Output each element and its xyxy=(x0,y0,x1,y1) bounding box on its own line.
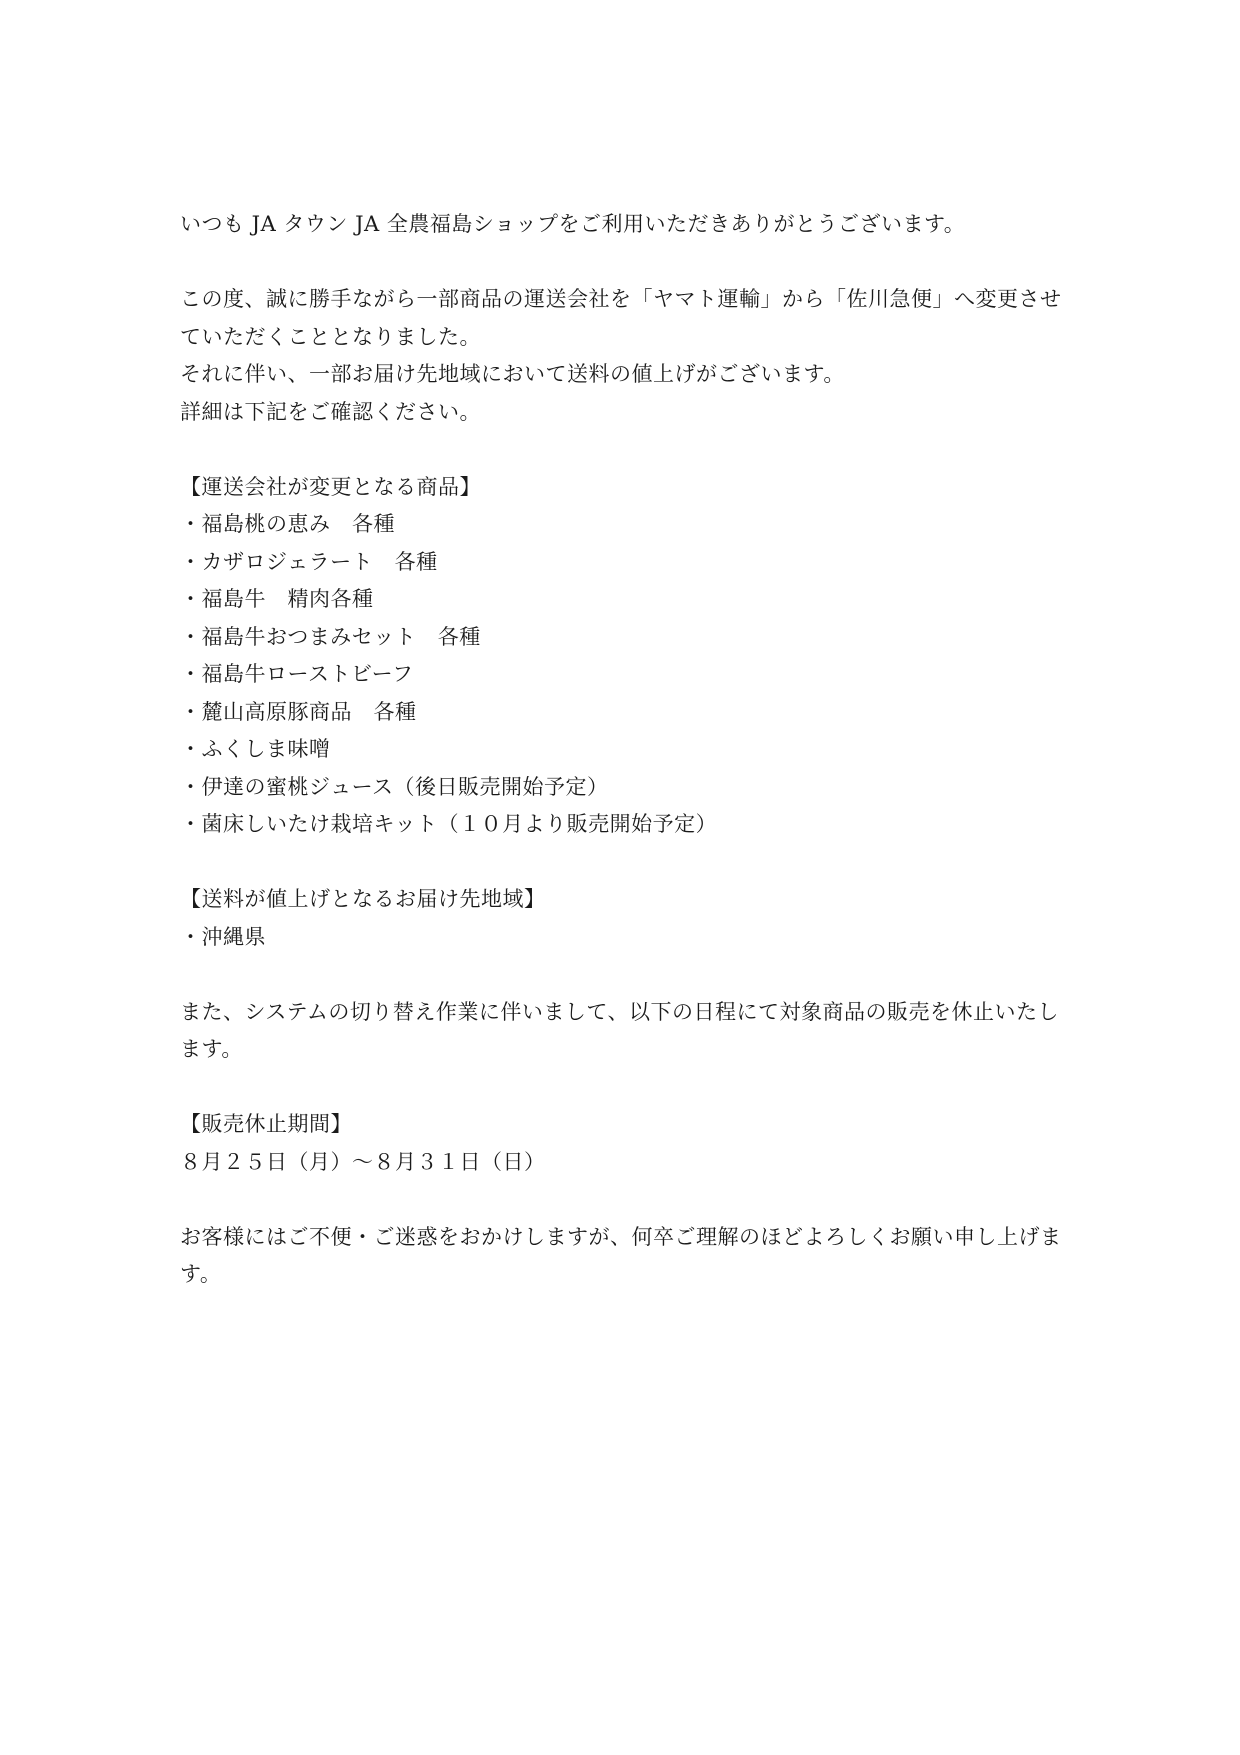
list-item: ・伊達の蜜桃ジュース（後日販売開始予定） xyxy=(180,774,609,799)
spacer xyxy=(180,844,1070,882)
shipping-increase-heading: 【送料が値上げとなるお届け先地域】 xyxy=(180,887,546,911)
spacer xyxy=(180,956,1070,994)
intro-line-2: ていただくこととなりました。 xyxy=(180,324,481,349)
intro-line-1: この度、誠に勝手ながら一部商品の運送会社を「ヤマト運輸」から「佐川急便」へ変更させ xyxy=(180,287,1062,311)
suspension-heading: 【販売休止期間】 xyxy=(180,1112,352,1136)
spacer xyxy=(180,431,1070,469)
closing-line-2: す。 xyxy=(180,1262,222,1286)
suspension-period: ８月２５日（月）～８月３１日（日） xyxy=(180,1149,546,1174)
list-item: ・カザロジェラート 各種 xyxy=(180,549,438,574)
list-item: ・麓山高原豚商品 各種 xyxy=(180,699,417,724)
list-item: ・福島牛ローストビーフ xyxy=(180,662,414,686)
list-item: ・福島牛おつまみセット 各種 xyxy=(180,624,481,649)
intro-line-4: 詳細は下記をご確認ください。 xyxy=(180,399,481,424)
list-item: ・ふくしま味噌 xyxy=(180,737,331,761)
spacer xyxy=(180,1181,1070,1219)
carrier-change-heading: 【運送会社が変更となる商品】 xyxy=(180,474,481,499)
list-item: ・福島桃の恵み 各種 xyxy=(180,512,395,536)
carrier-change-list xyxy=(180,506,1070,844)
closing-line-1: お客様にはご不便・ご迷惑をおかけしますが、何卒ご理解のほどよろしくお願い申し上げま xyxy=(180,1224,1062,1249)
shipping-increase-list xyxy=(180,919,1070,957)
notice-document xyxy=(180,206,1070,1294)
list-item: ・福島牛 精肉各種 xyxy=(180,587,374,611)
system-notice-line-2: ます。 xyxy=(180,1037,243,1061)
list-item: ・菌床しいたけ栽培キット（１０月より販売開始予定） xyxy=(180,812,718,836)
intro-line-3: それに伴い、一部お届け先地域において送料の値上げがございます。 xyxy=(180,362,845,386)
list-item: ・沖縄県 xyxy=(180,924,266,949)
greeting-text: いつも JA タウン JA 全農福島ショップをご利用いただきありがとうございます。 xyxy=(180,212,966,236)
system-notice-line-1: また、システムの切り替え作業に伴いまして、以下の日程にて対象商品の販売を休止いたし xyxy=(180,999,1059,1024)
spacer xyxy=(180,244,1070,282)
spacer xyxy=(180,1069,1070,1107)
